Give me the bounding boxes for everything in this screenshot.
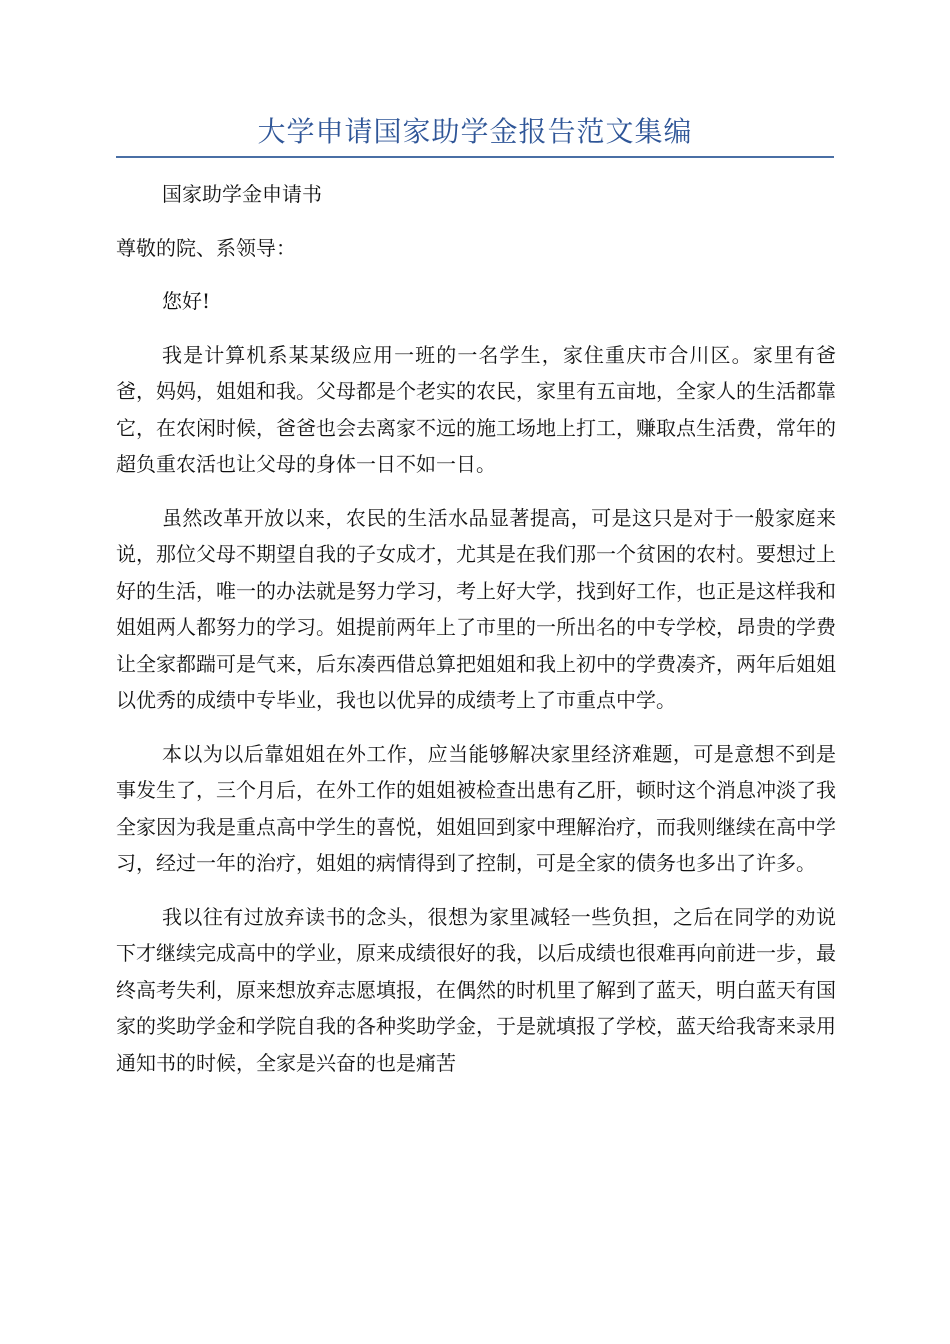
letter-heading: 国家助学金申请书	[162, 182, 322, 206]
document-title: 大学申请国家助学金报告范文集编	[257, 115, 693, 148]
paragraph: 本以为以后靠姐姐在外工作，应当能够解决家里经济难题，可是意想不到是事发生了，三个月后，在外工作的姐姐被检查出患有乙肝，顿时这个消息冲淡了我全家因为我是重点高中学生的喜悦，姐姐回到家中理解治疗，而我则继续在高中学习，经过一年的治疗，姐姐的病情得到了控制，可是全家的债务也多出了许多。	[116, 741, 836, 875]
title-bar	[116, 108, 834, 158]
salutation: 尊敬的院、系领导：	[116, 235, 296, 260]
document-body	[116, 176, 836, 1098]
paragraph: 我以往有过放弃读书的念头，很想为家里减轻一些负担，之后在同学的劝说下才继续完成高中的学业，原来成绩很好的我，以后成绩也很难再向前进一步，最终高考失利，原来想放弃志愿填报，在偶然的时机里了解到了蓝天，明白蓝天有国家的奖助学金和学院自我的各种奖助学金，于是就填报了学校，蓝天给我寄来录用通知书的时候，全家是兴奋的也是痛苦	[116, 904, 836, 1075]
paragraph: 虽然改革开放以来，农民的生活水品显著提高，可是这只是对于一般家庭来说，那位父母不期望自我的子女成才，尤其是在我们那一个贫困的农村。要想过上好的生活，唯一的办法就是努力学习，考上好大学，找到好工作，也正是这样我和姐姐两人都努力的学习。姐提前两年上了市里的一所出名的中专学校，昂贵的学费让全家都踹可是气来，后东凑西借总算把姐姐和我上初中的学费凑齐，两年后姐姐以优秀的成绩中专毕业，我也以优异的成绩考上了市重点中学。	[116, 505, 836, 712]
greeting: 您好!	[162, 289, 211, 313]
paragraph: 我是计算机系某某级应用一班的一名学生，家住重庆市合川区。家里有爸爸，妈妈，姐姐和我。父母都是个老实的农民，家里有五亩地，全家人的生活都靠它，在农闲时候，爸爸也会去离家不远的施工场地上打工，赚取点生活费，常年的超负重农活也让父母的身体一日不如一日。	[116, 342, 836, 476]
